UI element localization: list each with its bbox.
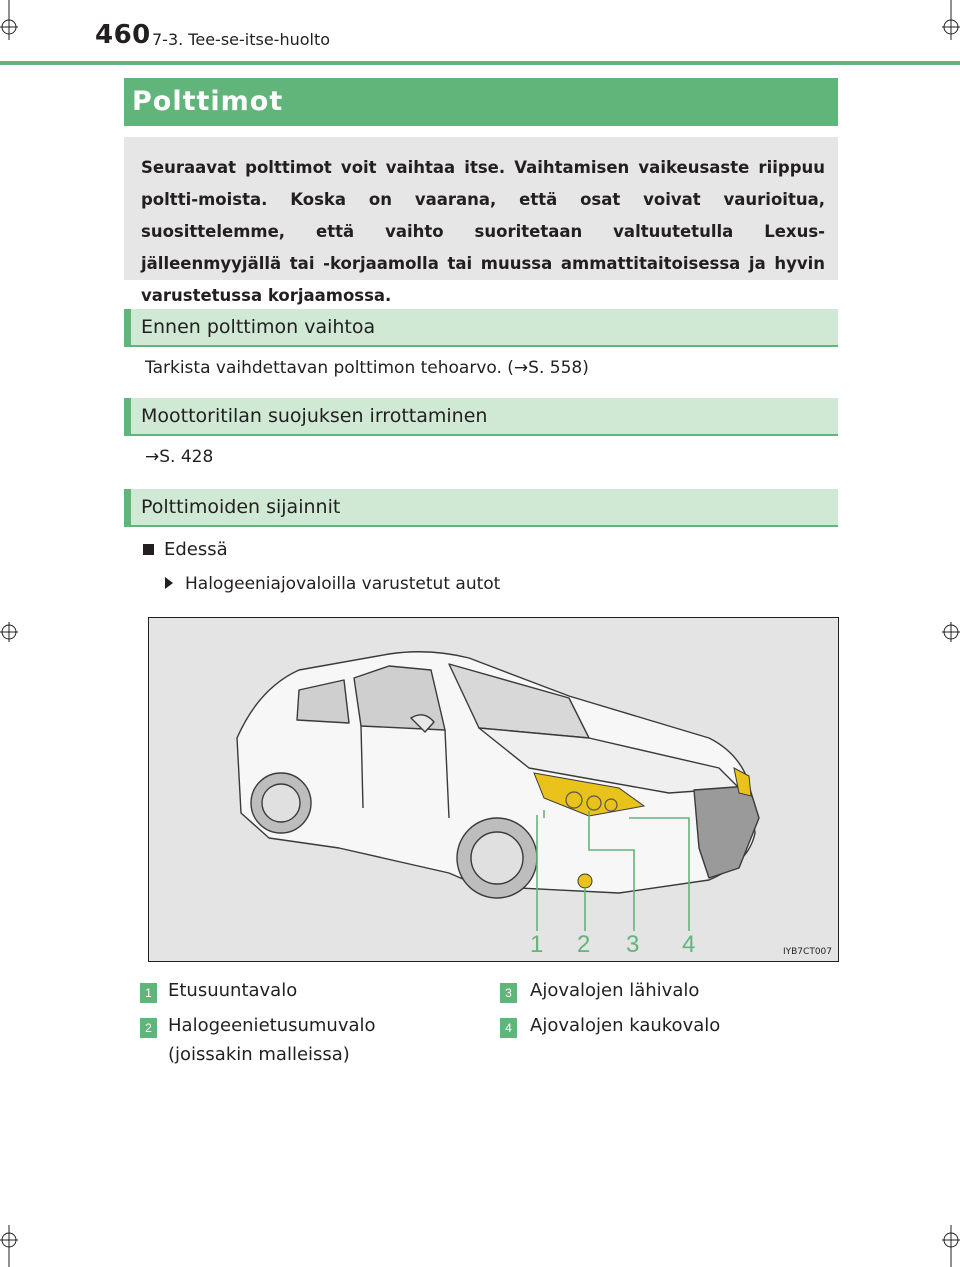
callout-number-2: 2 [577,931,591,958]
legend-text-2-line-2: (joissakin malleissa) [168,1044,350,1065]
legend-text-2: Halogeenietusumuvalo [168,1015,376,1036]
header-rule [0,61,960,65]
legend-number-badge: 3 [500,983,517,1003]
legend-text-3: Ajovalojen lähivalo [530,980,700,1001]
car-illustration [149,618,838,961]
spindle-grille [694,786,759,878]
fog-lamp [578,874,592,888]
legend-text-1: Etusuuntavalo [168,980,298,1001]
section-heading-bulb-locations [124,489,838,527]
heading-accent-bar [124,309,131,347]
variant-text: Halogeeniajovaloilla varustetut autot [185,574,501,594]
heading-accent-bar [124,489,131,527]
section-heading-before-replacement [124,309,838,347]
figure-code: IYB7CT007 [782,947,832,957]
section-reference: 7-3. Tee-se-itse-huolto [152,30,331,49]
subheading-front-text: Edessä [164,539,228,560]
section-text-wattage: Tarkista vaihdettavan polttimon tehoarvo. (→S. 558) [145,358,589,378]
callout-number-1: 1 [530,931,544,958]
page-title: Polttimot [132,86,284,117]
callout-number-3: 3 [626,931,640,958]
legend-item-4 [500,1016,517,1038]
intro-text: Seuraavat polttimot voit vaihtaa itse. Vaihtamisen vaikeusaste riippuu poltti-moista. Koska on vaarana, että osat voivat vaurioitua, suosittelemme, että vaihto suoritetaan valtuutetulla Lexus-jälleenmyyjällä tai -korjaamolla tai muussa ammattitaitoisessa ja hyvin varustetussa korjaamossa. [141,158,825,305]
car-figure [148,617,839,962]
callout-number-4: 4 [682,931,696,958]
square-bullet-icon [143,544,154,555]
legend-item-2 [140,1016,157,1038]
triangle-bullet-icon [165,577,173,589]
subheading-front [143,539,228,560]
section-heading-engine-cover [124,398,838,436]
legend-number-badge: 1 [140,983,157,1003]
section-heading-text: Moottoritilan suojuksen irrottaminen [141,405,488,427]
section-heading-text: Ennen polttimon vaihtoa [141,316,376,338]
page-number: 460 [95,20,151,50]
heading-accent-bar [124,398,131,436]
section-heading-text: Polttimoiden sijainnit [141,496,341,518]
legend-item-3 [500,981,517,1003]
legend-text-4: Ajovalojen kaukovalo [530,1015,721,1036]
legend-item-1 [140,981,157,1003]
legend-number-badge: 2 [140,1018,157,1038]
variant-line [165,574,500,594]
legend-number-badge: 4 [500,1018,517,1038]
section-text-page-ref: →S. 428 [145,447,214,467]
